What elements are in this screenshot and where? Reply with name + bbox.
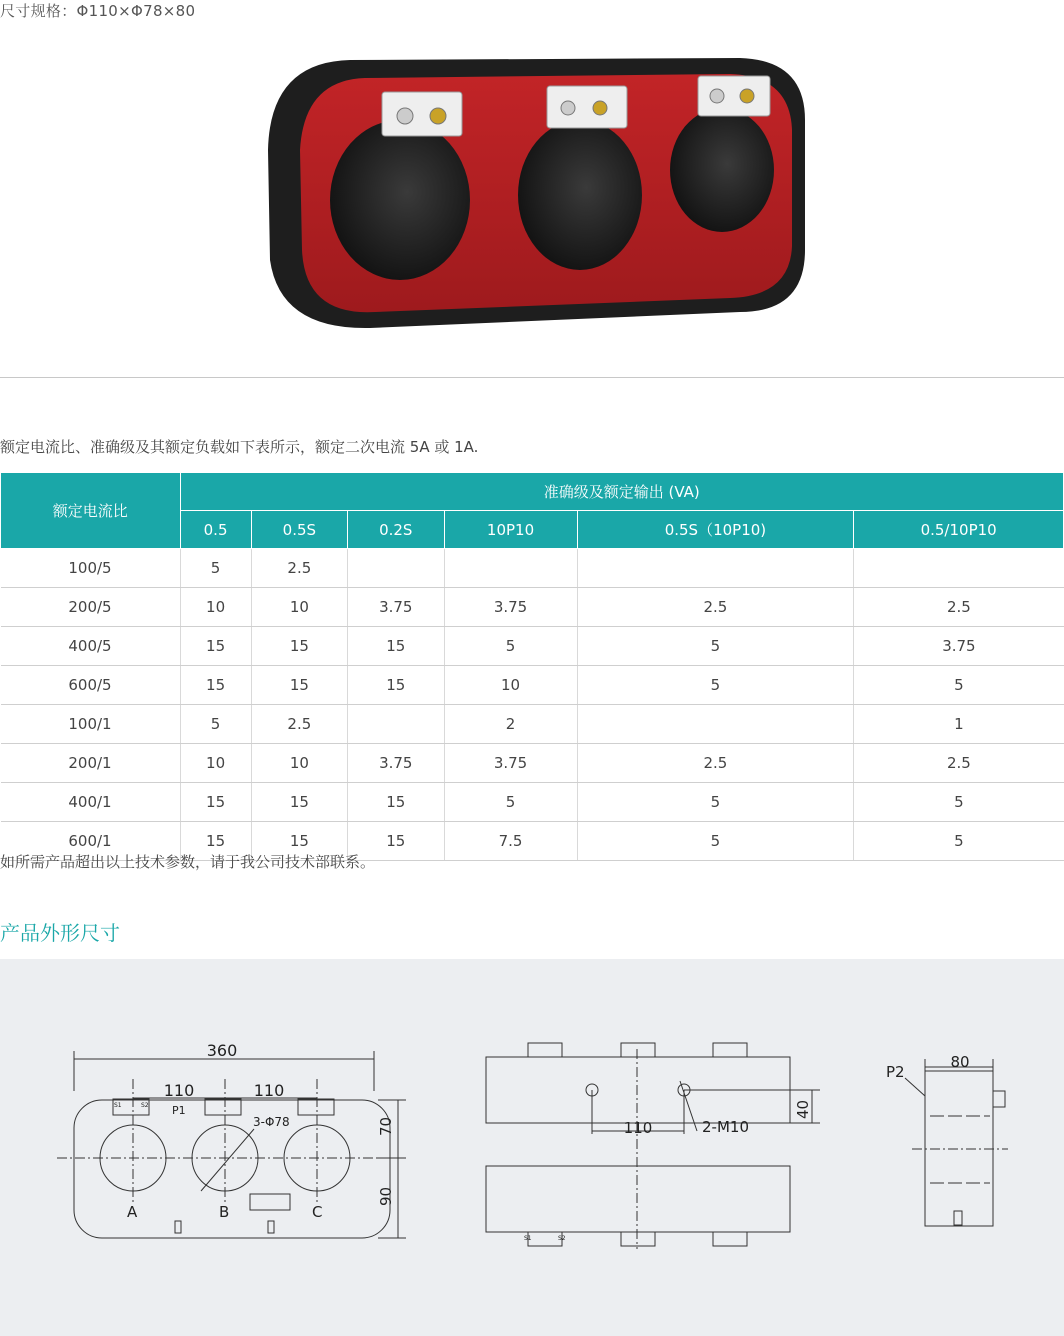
product-photo xyxy=(260,50,820,340)
label-p1: P1 xyxy=(172,1104,186,1117)
cell-value: 15 xyxy=(180,783,251,822)
cell-value: 2 xyxy=(444,705,577,744)
label-phase-a: A xyxy=(127,1203,138,1221)
header-class: 10P10 xyxy=(444,511,577,549)
cell-value: 3.75 xyxy=(854,627,1064,666)
cell-value: 10 xyxy=(180,588,251,627)
cell-value: 15 xyxy=(348,627,444,666)
cell-value: 15 xyxy=(251,783,347,822)
label-phase-c: C xyxy=(312,1203,323,1221)
cell-value: 5 xyxy=(180,549,251,588)
cell-value: 15 xyxy=(348,822,444,861)
dim-mount: 2-M10 xyxy=(702,1118,749,1136)
cell-ratio: 100/5 xyxy=(1,549,181,588)
dim-width: 360 xyxy=(206,1041,238,1060)
cell-value xyxy=(854,549,1064,588)
cell-value: 5 xyxy=(577,666,854,705)
dimension-drawing xyxy=(0,959,1064,1336)
cell-value: 2.5 xyxy=(577,744,854,783)
header-class: 0.2S xyxy=(348,511,444,549)
cell-value: 2.5 xyxy=(251,549,347,588)
rating-table xyxy=(0,472,1064,861)
cell-ratio: 600/1 xyxy=(1,822,181,861)
section-divider xyxy=(0,377,1064,378)
dim-depth: 80 xyxy=(950,1053,970,1071)
label-p2: P2 xyxy=(886,1063,905,1081)
label-front-s1: S1 xyxy=(114,1102,122,1109)
cell-value: 15 xyxy=(251,666,347,705)
cell-value: 5 xyxy=(854,666,1064,705)
cell-value: 3.75 xyxy=(444,588,577,627)
cell-ratio: 100/1 xyxy=(1,705,181,744)
cell-value: 15 xyxy=(348,783,444,822)
cell-value: 10 xyxy=(251,588,347,627)
cell-value xyxy=(348,705,444,744)
cell-value: 2.5 xyxy=(251,705,347,744)
cell-value: 5 xyxy=(854,822,1064,861)
header-class: 0.5S xyxy=(251,511,347,549)
cell-value: 15 xyxy=(251,627,347,666)
header-class: 0.5/10P10 xyxy=(854,511,1064,549)
cell-value: 15 xyxy=(180,627,251,666)
cell-ratio: 200/5 xyxy=(1,588,181,627)
cell-value: 5 xyxy=(180,705,251,744)
cell-value: 15 xyxy=(180,822,251,861)
dim-height-bottom: 90 xyxy=(377,1186,395,1206)
cell-value: 2.5 xyxy=(854,744,1064,783)
table-row xyxy=(1,549,1064,588)
cell-value: 2.5 xyxy=(577,588,854,627)
top-view xyxy=(486,1043,820,1249)
hole-a xyxy=(330,120,470,280)
cell-value: 5 xyxy=(577,627,854,666)
header-class: 0.5 xyxy=(180,511,251,549)
cell-ratio: 200/1 xyxy=(1,744,181,783)
cell-value: 7.5 xyxy=(444,822,577,861)
spec-line: 尺寸规格：Φ110×Φ78×80 xyxy=(0,2,196,20)
cell-value: 10 xyxy=(251,744,347,783)
cell-ratio: 400/5 xyxy=(1,627,181,666)
table-row xyxy=(1,705,1064,744)
header-accuracy-group: 准确级及额定输出 (VA) xyxy=(180,473,1064,511)
cell-value: 1 xyxy=(854,705,1064,744)
label-phase-b: B xyxy=(219,1203,230,1221)
cell-value: 5 xyxy=(577,822,854,861)
cell-value: 5 xyxy=(577,783,854,822)
dim-height-top: 70 xyxy=(377,1116,395,1136)
cell-value xyxy=(348,549,444,588)
cell-ratio: 600/5 xyxy=(1,666,181,705)
dim-top-height: 40 xyxy=(794,1099,812,1119)
cell-value: 3.75 xyxy=(348,588,444,627)
front-view xyxy=(57,1051,406,1238)
dim-holes: 3-Φ78 xyxy=(253,1115,290,1129)
cell-value xyxy=(577,549,854,588)
cell-value: 3.75 xyxy=(348,744,444,783)
label-top-s1: S1 xyxy=(524,1235,532,1242)
cell-value: 15 xyxy=(348,666,444,705)
cell-value: 10 xyxy=(444,666,577,705)
cell-value xyxy=(577,705,854,744)
intro-text: 额定电流比、准确级及其额定负载如下表所示，额定二次电流 5A 或 1A. xyxy=(0,438,479,456)
table-row xyxy=(1,627,1064,666)
cell-value: 5 xyxy=(854,783,1064,822)
table-row xyxy=(1,666,1064,705)
label-top-s2: S2 xyxy=(558,1235,566,1242)
terminal-block-b xyxy=(547,86,627,128)
dim-pitch-right: 110 xyxy=(253,1081,285,1100)
hole-c xyxy=(670,108,774,232)
note-text: 如所需产品超出以上技术参数，请于我公司技术部联系。 xyxy=(0,853,376,871)
table-body xyxy=(1,549,1064,861)
hole-b xyxy=(518,120,642,270)
header-class: 0.5S（10P10) xyxy=(577,511,854,549)
cell-value xyxy=(444,549,577,588)
side-view xyxy=(905,1059,1008,1226)
header-ratio: 额定电流比 xyxy=(1,473,181,549)
cell-value: 15 xyxy=(251,822,347,861)
dimension-drawing-panel xyxy=(0,959,1064,1336)
cell-value: 2.5 xyxy=(854,588,1064,627)
cell-value: 15 xyxy=(180,666,251,705)
section-title: 产品外形尺寸 xyxy=(0,921,120,945)
terminal-block-a xyxy=(382,92,462,136)
cell-ratio: 400/1 xyxy=(1,783,181,822)
cell-value: 5 xyxy=(444,627,577,666)
terminal-block-c xyxy=(698,76,770,116)
cell-value: 10 xyxy=(180,744,251,783)
table-row xyxy=(1,588,1064,627)
label-front-s2: S2 xyxy=(141,1102,149,1109)
table-row xyxy=(1,744,1064,783)
dim-pitch-left: 110 xyxy=(163,1081,195,1100)
table-row xyxy=(1,783,1064,822)
cell-value: 3.75 xyxy=(444,744,577,783)
dim-top-pitch: 110 xyxy=(623,1119,653,1137)
cell-value: 5 xyxy=(444,783,577,822)
